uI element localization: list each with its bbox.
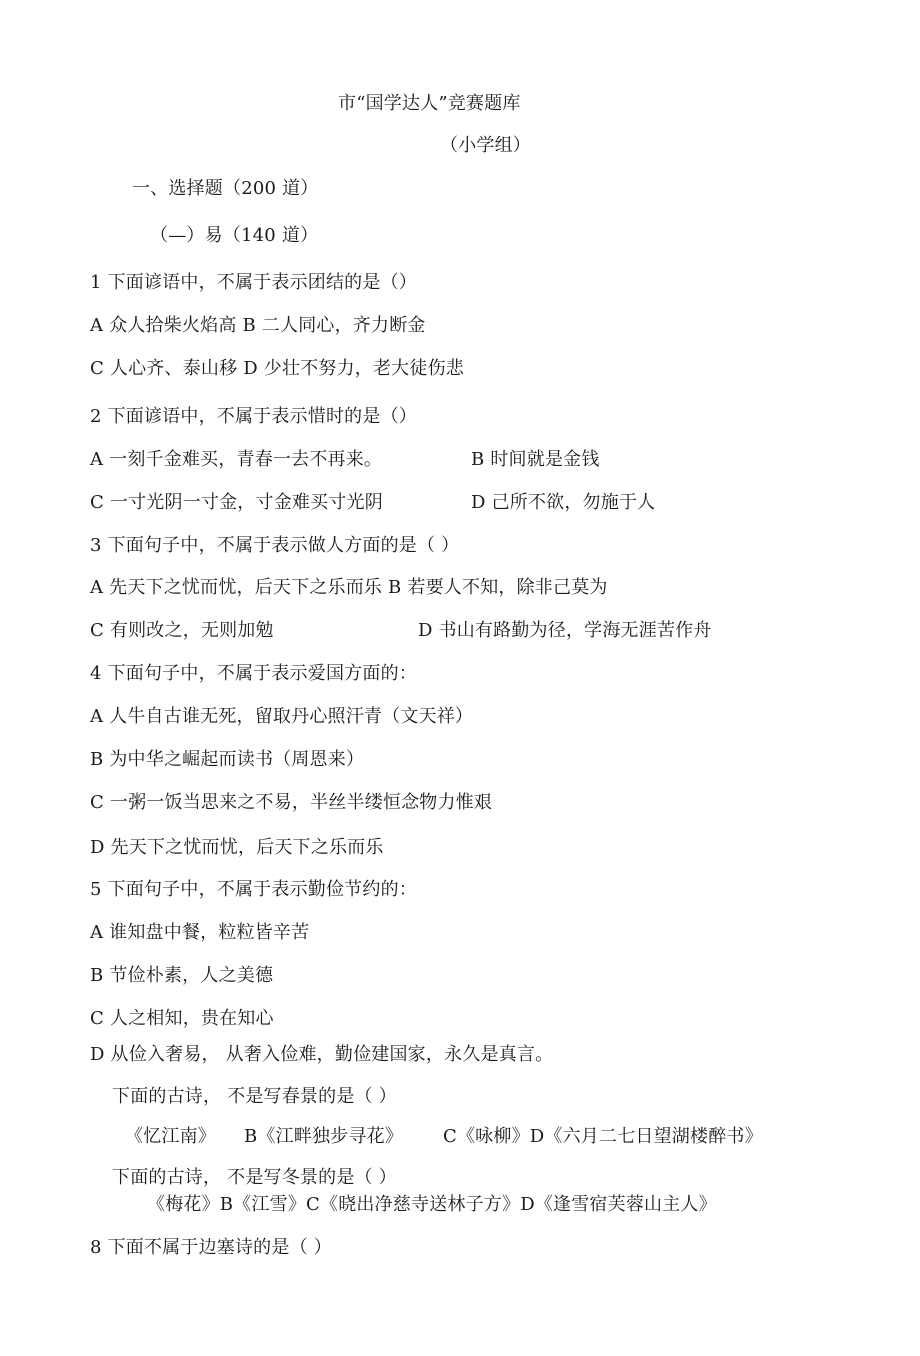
question-2-stem: 2 下面谚语中，不属于表示惜时的是（） [90, 406, 417, 427]
question-3-options-row-1: A 先天下之忧而忧，后天下之乐而乐 B 若要人不知，除非己莫为 [90, 577, 608, 598]
question-7-stem: 下面的古诗， 不是写冬景的是（ ） [112, 1167, 397, 1188]
question-1-options-row-1: A 众人拾柴火焰高 B 二人同心，齐力断金 [90, 315, 426, 336]
question-2-option-c: C 一寸光阴一寸金，寸金难买寸光阴 [90, 492, 383, 513]
question-1-options-row-2: C 人心齐、泰山移 D 少壮不努力，老大徒伤悲 [90, 358, 464, 379]
question-6-option-a: 《忆江南》 [125, 1126, 216, 1147]
subsection-heading: （—）易（140 道） [150, 225, 319, 246]
question-5-option-d: D 从俭入奢易， 从奢入俭难，勤俭建国家，永久是真言。 [90, 1044, 554, 1065]
question-8-stem: 8 下面不属于边塞诗的是（ ） [90, 1237, 332, 1258]
page-title: 市“国学达人”竞赛题库 [338, 93, 521, 114]
question-5-option-a: A 谁知盘中餐，粒粒皆辛苦 [90, 922, 310, 943]
question-2-option-a: A 一刻千金难买，青春一去不再来。 [90, 449, 383, 470]
question-4-option-b: B 为中华之崛起而读书（周恩来） [90, 749, 365, 770]
question-3-option-d: D 书山有路勤为径，学海无涯苦作舟 [418, 620, 712, 641]
question-4-option-c: C 一粥一饭当思来之不易，半丝半缕恒念物力惟艰 [90, 792, 493, 813]
question-4-option-d: D 先天下之忧而忧，后天下之乐而乐 [90, 837, 384, 858]
question-5-option-b: B 节俭朴素，人之美德 [90, 965, 274, 986]
question-6-option-cd: C《咏柳》D《六月二七日望湖楼醉书》 [443, 1126, 763, 1147]
question-3-option-c: C 有则改之，无则加勉 [90, 620, 274, 641]
question-3-stem: 3 下面句子中，不属于表示做人方面的是（ ） [90, 535, 460, 556]
question-5-option-c: C 人之相知，贵在知心 [90, 1008, 274, 1029]
question-1-stem: 1 下面谚语中，不属于表示团结的是（） [90, 272, 417, 293]
question-4-stem: 4 下面句子中，不属于表示爱国方面的： [90, 663, 417, 684]
section-heading: 一、选择题（200 道） [132, 178, 319, 199]
question-6-stem: 下面的古诗， 不是写春景的是（ ） [112, 1086, 397, 1107]
page-subtitle: （小学组） [440, 135, 531, 156]
question-4-option-a: A 人牛自古谁无死，留取丹心照汗青（文天祥） [90, 706, 474, 727]
question-2-option-b: B 时间就是金钱 [471, 449, 600, 470]
question-7-options: 《梅花》B《江雪》C《晓出净慈寺送林子方》D《逢雪宿芙蓉山主人》 [147, 1194, 717, 1215]
question-2-option-d: D 己所不欲，勿施于人 [471, 492, 656, 513]
question-6-option-b: B《江畔独步寻花》 [244, 1126, 404, 1147]
question-5-stem: 5 下面句子中，不属于表示勤俭节约的： [90, 879, 417, 900]
